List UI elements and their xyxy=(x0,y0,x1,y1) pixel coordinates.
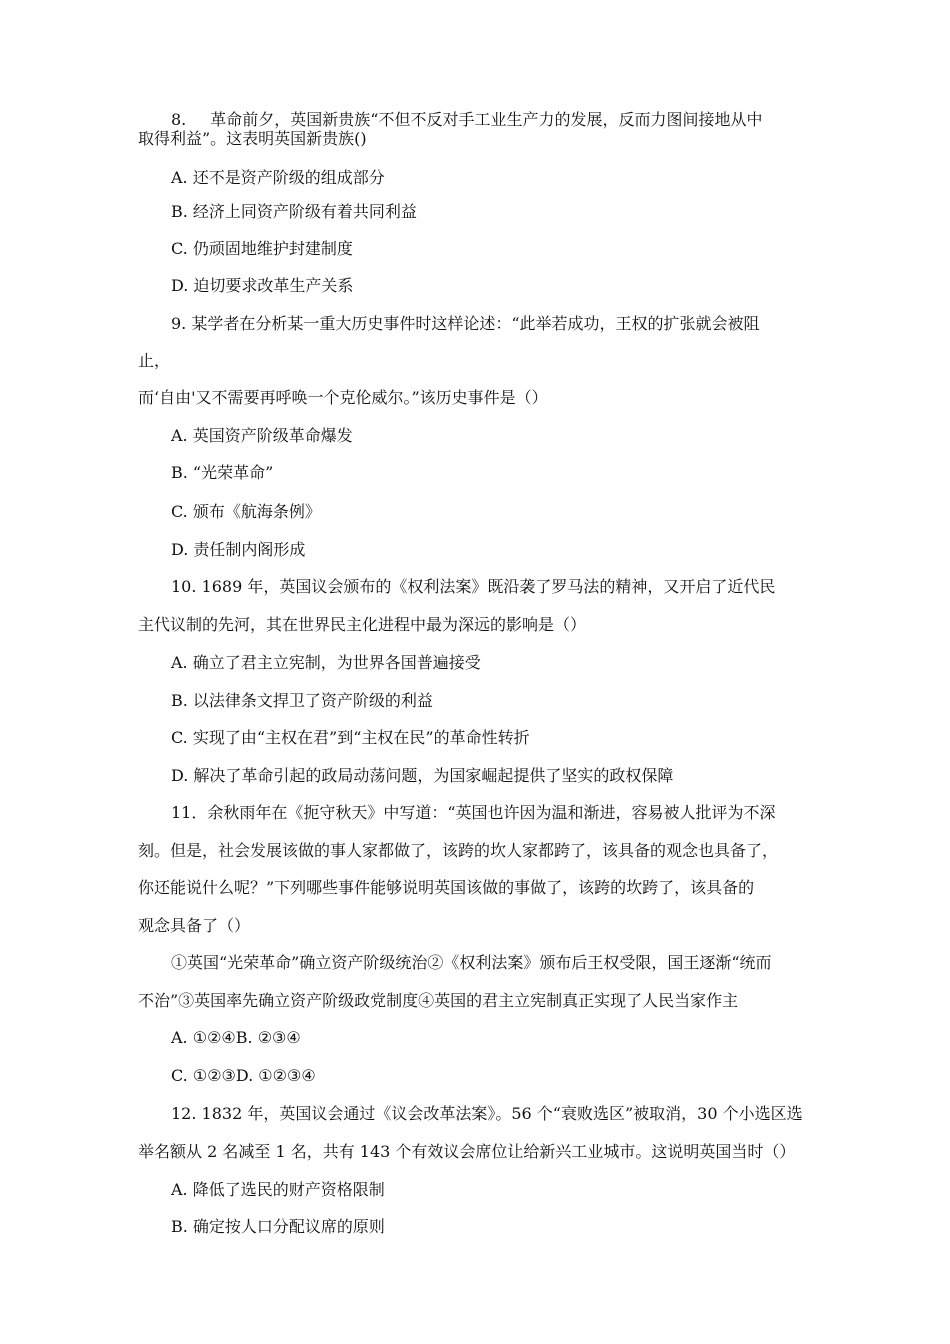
question-11-stem-line-1: 11．余秋雨年在《扼守秋天》中写道：“英国也许因为温和渐进，容易被人批评为不深 xyxy=(171,803,776,822)
question-8-stem-line-1: 8. 革命前夕，英国新贵族“不但不反对手工业生产力的发展，反而力图间接地从中 xyxy=(171,110,763,129)
question-8-option-d: D. 迫切要求改革生产关系 xyxy=(171,276,354,295)
question-12-option-b: B. 确定按人口分配议席的原则 xyxy=(171,1217,385,1236)
question-12-option-a: A. 降低了选民的财产资格限制 xyxy=(171,1180,385,1199)
question-12-stem-line-1: 12. 1832 年，英国议会通过《议会改革法案》。56 个“衰败选区”被取消，30 个小选区选 xyxy=(171,1104,803,1123)
question-10-stem-line-1: 10. 1689 年，英国议会颁布的《权利法案》既沿袭了罗马法的精神，又开启了近代民 xyxy=(171,577,776,596)
question-8-option-b: B. 经济上同资产阶级有着共同利益 xyxy=(171,202,417,221)
question-9-option-b: B. “光荣革命” xyxy=(171,463,274,482)
question-11-options-ab: A. ①②④B. ②③④ xyxy=(171,1028,301,1047)
question-8-stem-line-2: 取得利益”。这表明英国新贵族() xyxy=(138,129,367,148)
question-11-statements-line-2: 不治”③英国率先确立资产阶级政党制度④英国的君主立宪制真正实现了人民当家作主 xyxy=(138,991,739,1010)
question-9-option-a: A. 英国资产阶级革命爆发 xyxy=(171,426,353,445)
question-9-option-d: D. 责任制内阁形成 xyxy=(171,540,306,559)
question-11-stem-line-4: 观念具备了（） xyxy=(138,916,251,935)
question-11-options-cd: C. ①②③D. ①②③④ xyxy=(171,1066,316,1085)
question-11-stem-line-3: 你还能说什么呢？”下列哪些事件能够说明英国该做的事做了，该跨的坎跨了，该具备的 xyxy=(138,878,755,897)
question-10-option-a: A. 确立了君主立宪制，为世界各国普遍接受 xyxy=(171,653,481,672)
question-10-option-d: D. 解决了革命引起的政局动荡问题，为国家崛起提供了坚实的政权保障 xyxy=(171,766,674,785)
question-9-stem-line-3: 而‘自由'又不需要再呼唤一个克伦威尔。”该历史事件是（） xyxy=(138,388,548,407)
question-12-stem-line-2: 举名额从 2 名减至 1 名，共有 143 个有效议会席位让给新兴工业城市。这说明英国当时（） xyxy=(138,1142,796,1161)
question-9-stem-line-1: 9. 某学者在分析某一重大历史事件时这样论述：“此举若成功，王权的扩张就会被阻 xyxy=(171,314,760,333)
question-8-option-c: C. 仍顽固地维护封建制度 xyxy=(171,239,353,258)
question-10-option-b: B. 以法律条文捍卫了资产阶级的利益 xyxy=(171,691,433,710)
question-11-statements-line-1: ①英国“光荣革命”确立资产阶级统治②《权利法案》颁布后王权受限，国王逐渐“统而 xyxy=(171,953,772,972)
question-9-stem-line-2: 止， xyxy=(138,351,171,370)
question-8-option-a: A. 还不是资产阶级的组成部分 xyxy=(171,168,385,187)
question-10-stem-line-2: 主代议制的先河，其在世界民主化进程中最为深远的影响是（） xyxy=(138,615,587,634)
question-9-option-c: C. 颁布《航海条例》 xyxy=(171,502,321,521)
question-11-stem-line-2: 刻。但是，社会发展该做的事人家都做了，该跨的坎人家都跨了，该具备的观念也具备了， xyxy=(138,841,779,860)
question-10-option-c: C. 实现了由“主权在君”到“主权在民”的革命性转折 xyxy=(171,728,530,747)
